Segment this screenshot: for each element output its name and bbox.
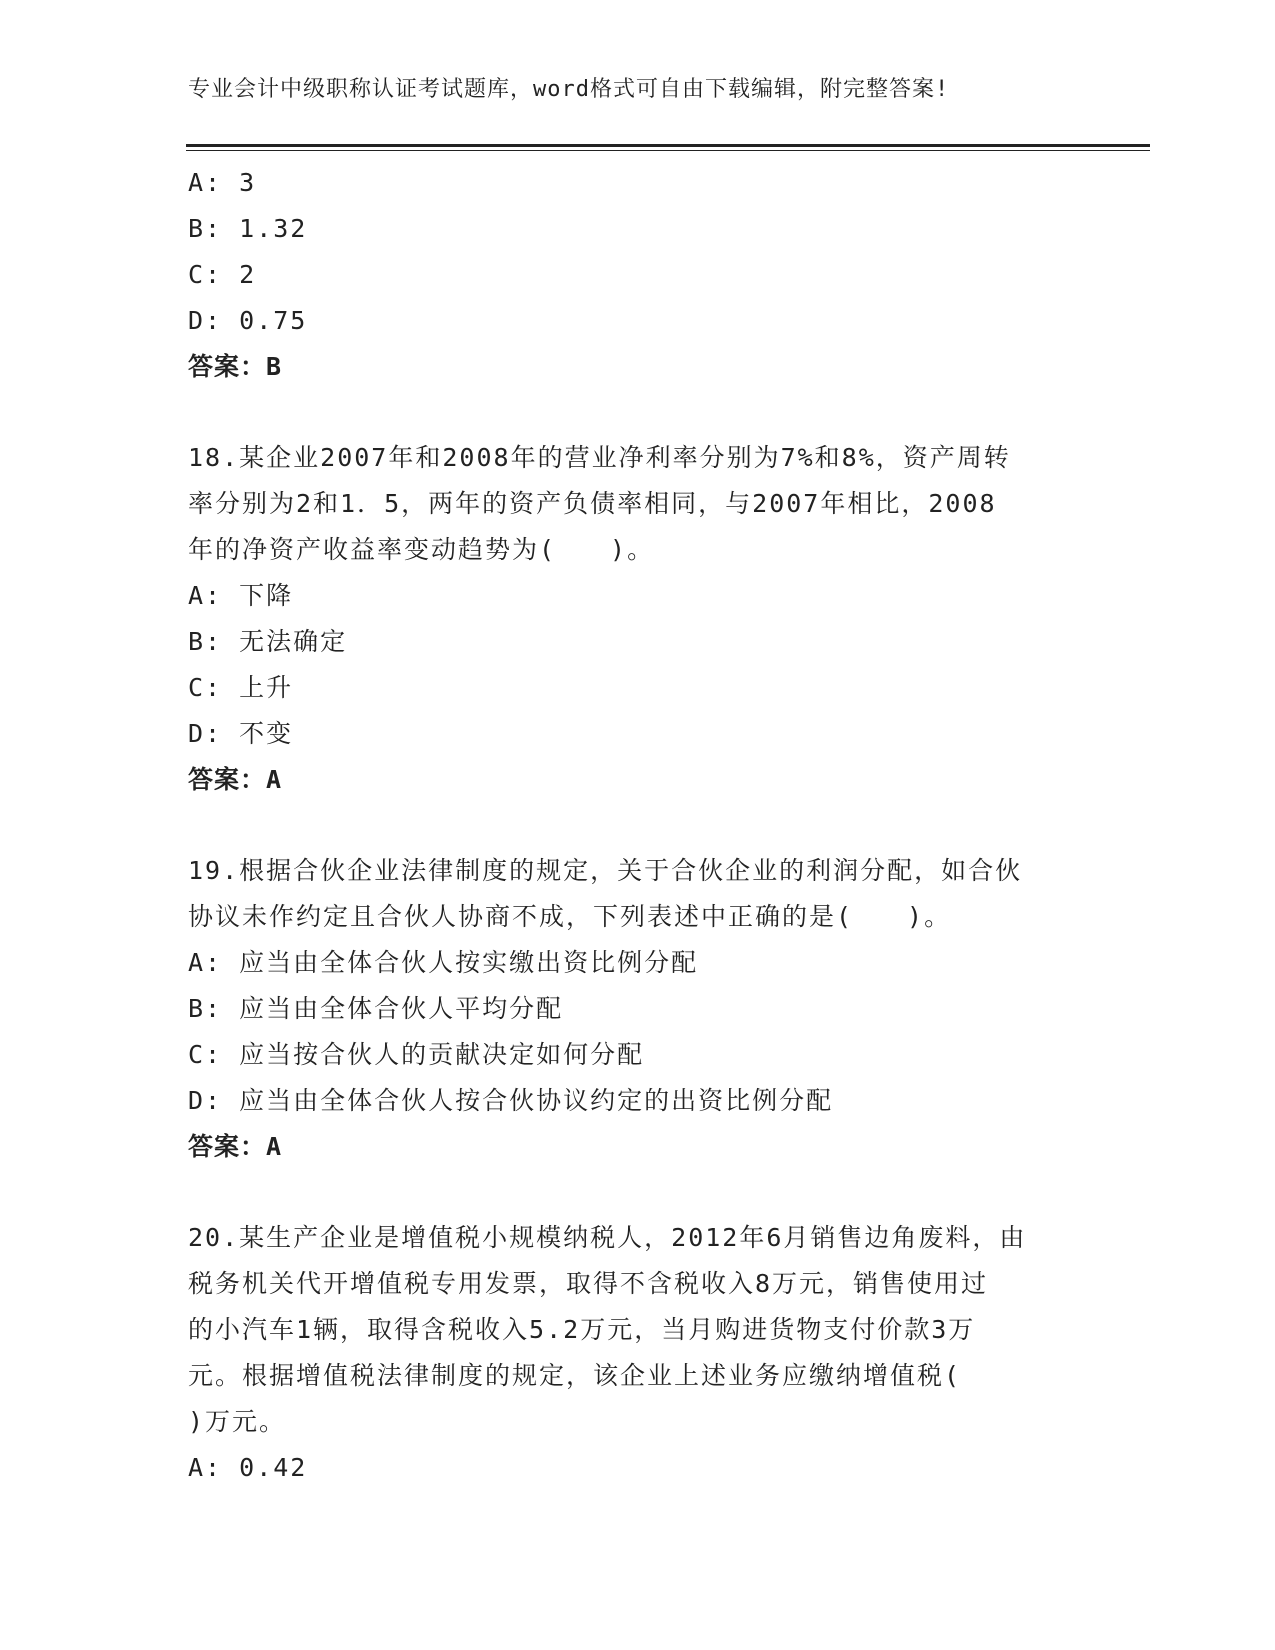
header-rule-thick — [186, 144, 1150, 147]
question-18-option-c: C: 上升 — [188, 673, 294, 702]
question-20-stem-line: )万元。 — [188, 1407, 287, 1436]
question-18-stem-line: 18.某企业2007年和2008年的营业净利率分别为7%和8%，资产周转 — [188, 443, 1011, 472]
question-20-stem-line: 元。根据增值税法律制度的规定，该企业上述业务应缴纳增值税( — [188, 1361, 962, 1390]
question-19-option-d: D: 应当由全体合伙人按合伙协议约定的出资比例分配 — [188, 1086, 834, 1115]
question-19-option-c: C: 应当按合伙人的贡献决定如何分配 — [188, 1040, 645, 1069]
header-rule-thin — [186, 150, 1150, 151]
question-20-option-a: A: 0.42 — [188, 1453, 308, 1482]
question-19-option-b: B: 应当由全体合伙人平均分配 — [188, 994, 564, 1023]
answer-line: 答案：B — [188, 352, 283, 381]
page-header: 专业会计中级职称认证考试题库，word格式可自由下载编辑，附完整答案! — [188, 77, 950, 102]
question-19-stem-line: 协议未作约定且合伙人协商不成，下列表述中正确的是( )。 — [188, 902, 952, 931]
question-20-stem-line: 的小汽车1辆，取得含税收入5.2万元，当月购进货物支付价款3万 — [188, 1315, 976, 1344]
question-18-option-b: B: 无法确定 — [188, 627, 348, 656]
option-b: B: 1.32 — [188, 214, 308, 243]
question-20-stem-line: 税务机关代开增值税专用发票，取得不含税收入8万元，销售使用过 — [188, 1269, 989, 1298]
question-19-answer: 答案：A — [188, 1132, 283, 1161]
question-content — [188, 160, 1088, 1491]
option-a: A: 3 — [188, 168, 257, 197]
question-19-stem-line: 19.根据合伙企业法律制度的规定，关于合伙企业的利润分配，如合伙 — [188, 856, 1023, 885]
option-c: C: 2 — [188, 260, 257, 289]
option-d: D: 0.75 — [188, 306, 308, 335]
question-18-option-a: A: 下降 — [188, 581, 294, 610]
question-18-stem-line: 率分别为2和1．5，两年的资产负债率相同，与2007年相比，2008 — [188, 489, 997, 518]
question-20-stem-line: 20.某生产企业是增值税小规模纳税人，2012年6月销售边角废料，由 — [188, 1223, 1027, 1252]
question-18-answer: 答案：A — [188, 765, 283, 794]
question-18-stem-line: 年的净资产收益率变动趋势为( )。 — [188, 535, 655, 564]
question-18-option-d: D: 不变 — [188, 719, 294, 748]
question-19-option-a: A: 应当由全体合伙人按实缴出资比例分配 — [188, 948, 699, 977]
